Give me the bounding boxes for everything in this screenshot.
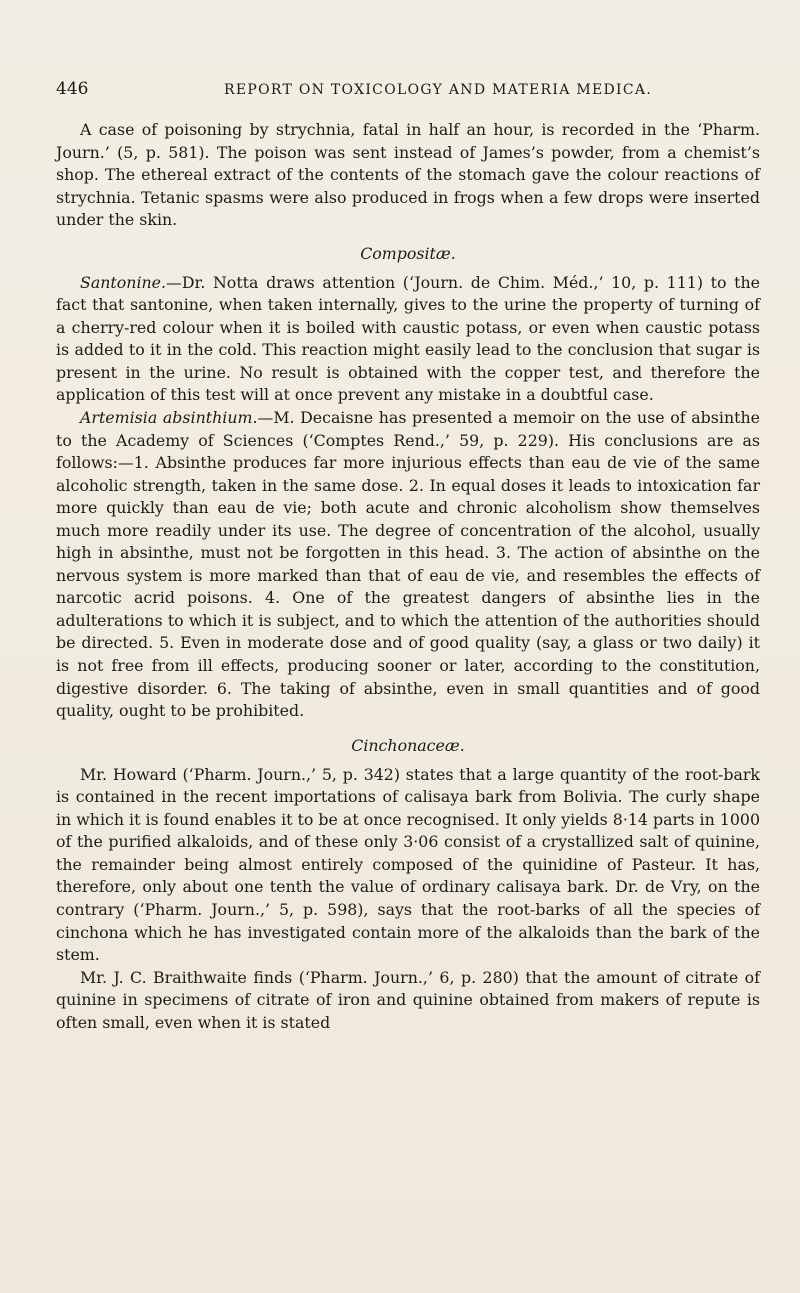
entry-howard-root-bark: [56, 764, 760, 967]
entry-braithwaite-citrate: [56, 967, 760, 1035]
running-title: REPORT ON TOXICOLOGY AND MATERIA MEDICA.: [224, 82, 653, 98]
entry-text: Mr. J. C. Braithwaite finds (‘Pharm. Journ.,’ 6, p. 280) that the amount of citrate of quinine in specimens of citrate of iron and quinine obtained from makers of repute is often small, even when it is stated: [56, 967, 760, 1032]
entry-santonine: [56, 272, 760, 407]
entry-text: —Dr. Notta draws attention (‘Journ. de Chim. Méd.,’ 10, p. 111) to the fact that santonine, when taken internally, gives to the urine the property of turning of a cherry-red colour when it is boiled with caustic potass, or even when caustic potass is added to it in the cold. This reaction might easily lead to the conclusion that sugar is present in the urine. No result is obtained with the copper test, and therefore the application of this test will at once prevent any mistake in a doubtful case.: [56, 272, 760, 405]
entry-artemisia-absinthium: [56, 407, 760, 723]
paragraph-strychnia-case: [56, 119, 760, 232]
entry-lead: Artemisia absinthium.: [80, 408, 258, 428]
paragraph-text: A case of poisoning by strychnia, fatal in half an hour, is recorded in the ‘Pharm. Journ.’ (5, p. 581). The poison was sent instead of James’s powder, from a chemist’s shop. The ethereal extract of the contents of the stomach gave the colour reactions of strychnia. Tetanic spasms were also produced in frogs when a few drops were inserted under the skin.: [56, 120, 760, 230]
document-body: [56, 119, 760, 1034]
entry-text: Mr. Howard (‘Pharm. Journ.,’ 5, p. 342) states that a large quantity of the root-bark is contained in the recent importations of calisaya bark from Bolivia. The curly shape in which it is found enables it to be at once recognised. It only yields 8·14 parts in 1000 of the purified alkaloids, and of these only 3·06 consist of a crystallized salt of quinine, the remainder being almost entirely composed of the quinidine of Pasteur. It has, therefore, only about one tenth the value of ordinary calisaya bark. Dr. de Vry, on the contrary (‘Pharm. Journ.,’ 5, p. 598), says that the root-barks of all the species of cinchona which he has investigated contain more of the alkaloids than the bark of the stem.: [56, 764, 760, 965]
entry-lead: Santonine.: [80, 272, 167, 292]
running-header: [56, 78, 760, 102]
entry-text: —M. Decaisne has presented a memoir on the use of absinthe to the Academy of Sciences (‘Comptes Rend.,’ 59, p. 229). His conclusions are as follows:—1. Absinthe produces far more injurious effects than eau de vie of the same alcoholic strength, taken in the same dose. 2. In equal doses it leads to intoxication far more quickly than eau de vie; both acute and chronic alcoholism show themselves much more readily under its use. The degree of concentration of the alcohol, usually high in absinthe, must not be forgotten in this head. 3. The action of absinthe on the nervous system is more marked than that of eau de vie, and resembles the effects of narcotic acrid poisons. 4. One of the greatest dangers of absinthe lies in the adulterations to which it is subject, and to which the attention of the authorities should be directed. 5. Even in moderate dose and of good quality (say, a glass or two daily) it is not free from ill effects, producing sooner or later, according to the constitution, digestive disorder. 6. The taking of absinthe, even in small quantities and of good quality, ought to be prohibited.: [56, 408, 760, 721]
section-heading-compositae: Compositæ.: [360, 243, 456, 263]
section-heading-cinchonaceae: Cinchonaceæ.: [351, 735, 465, 755]
page-number: 446: [56, 79, 89, 99]
